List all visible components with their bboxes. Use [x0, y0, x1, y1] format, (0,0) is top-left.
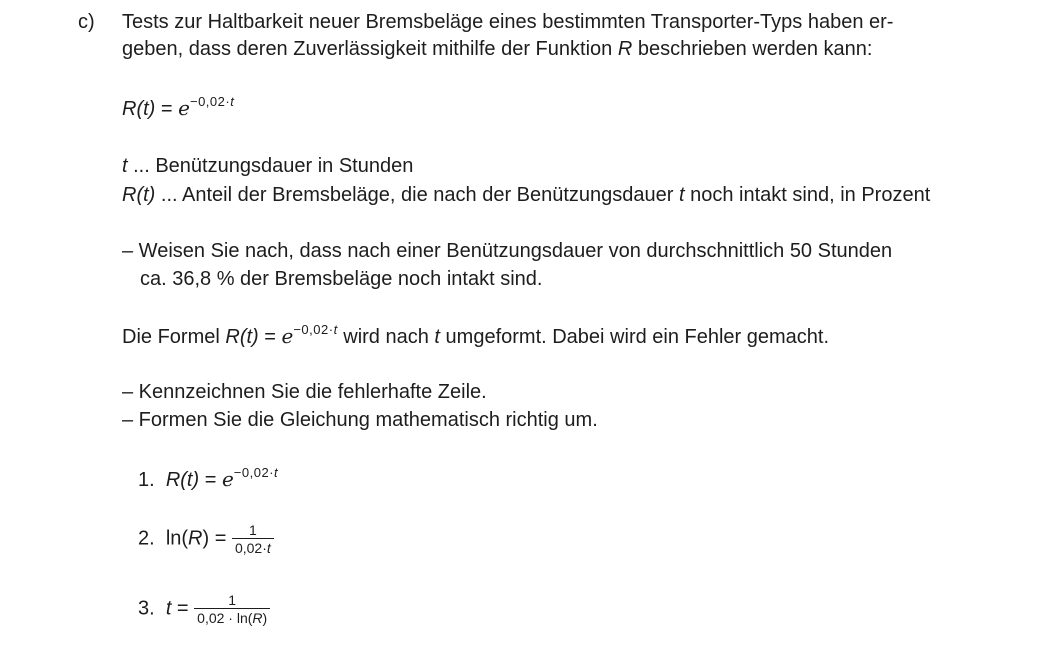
- formula-sentence: Die Formel $R(t) = e^{-0,02\cdot t}$ wird nach t umgeformt. Dabei wird ein Fehler gemacht.: [122, 322, 830, 348]
- task2-item-1: – Kennzeichnen Sie die fehlerhafte Zeile.: [122, 381, 487, 403]
- definition-R: R(t) ... Anteil der Bremsbeläge, die nach der Benützungsdauer t noch intakt sind, in Prozent: [122, 184, 931, 206]
- definition-t: t ... Benützungsdauer in Stunden: [122, 155, 414, 177]
- step-1: 1. $R(t) = e^{-0,02\cdot t}$: [138, 465, 279, 491]
- fraction-step-3: $\frac{1}{0,02 \cdot \ln(R)}$: [194, 593, 270, 625]
- task-label: c): [78, 11, 95, 33]
- step-2: 2. ln(R) = $\frac{1}{0,02\cdot t}$: [138, 523, 274, 555]
- intro-line-1: Tests zur Haltbarkeit neuer Bremsbeläge eines bestimmten Transporter-Typs haben er-: [122, 11, 894, 33]
- task2-item-2: – Formen Sie die Gleichung mathematisch richtig um.: [122, 409, 598, 431]
- task1-line-2: ca. 36,8 % der Bremsbeläge noch intakt sind.: [140, 268, 543, 290]
- fraction-step-2: $\frac{1}{0,02\cdot t}$: [232, 523, 274, 555]
- task1-line-1: – Weisen Sie nach, dass nach einer Benützungsdauer von durchschnittlich 50 Stunden: [122, 240, 893, 262]
- intro-line-2: geben, dass deren Zuverlässigkeit mithilfe der Funktion R beschrieben werden kann:: [122, 38, 873, 60]
- step-3: 3. t = $\frac{1}{0,02 \cdot \ln(R)}$: [138, 593, 270, 625]
- formula-main: $R(t) = e^{-0,02\cdot t}$: [122, 94, 235, 120]
